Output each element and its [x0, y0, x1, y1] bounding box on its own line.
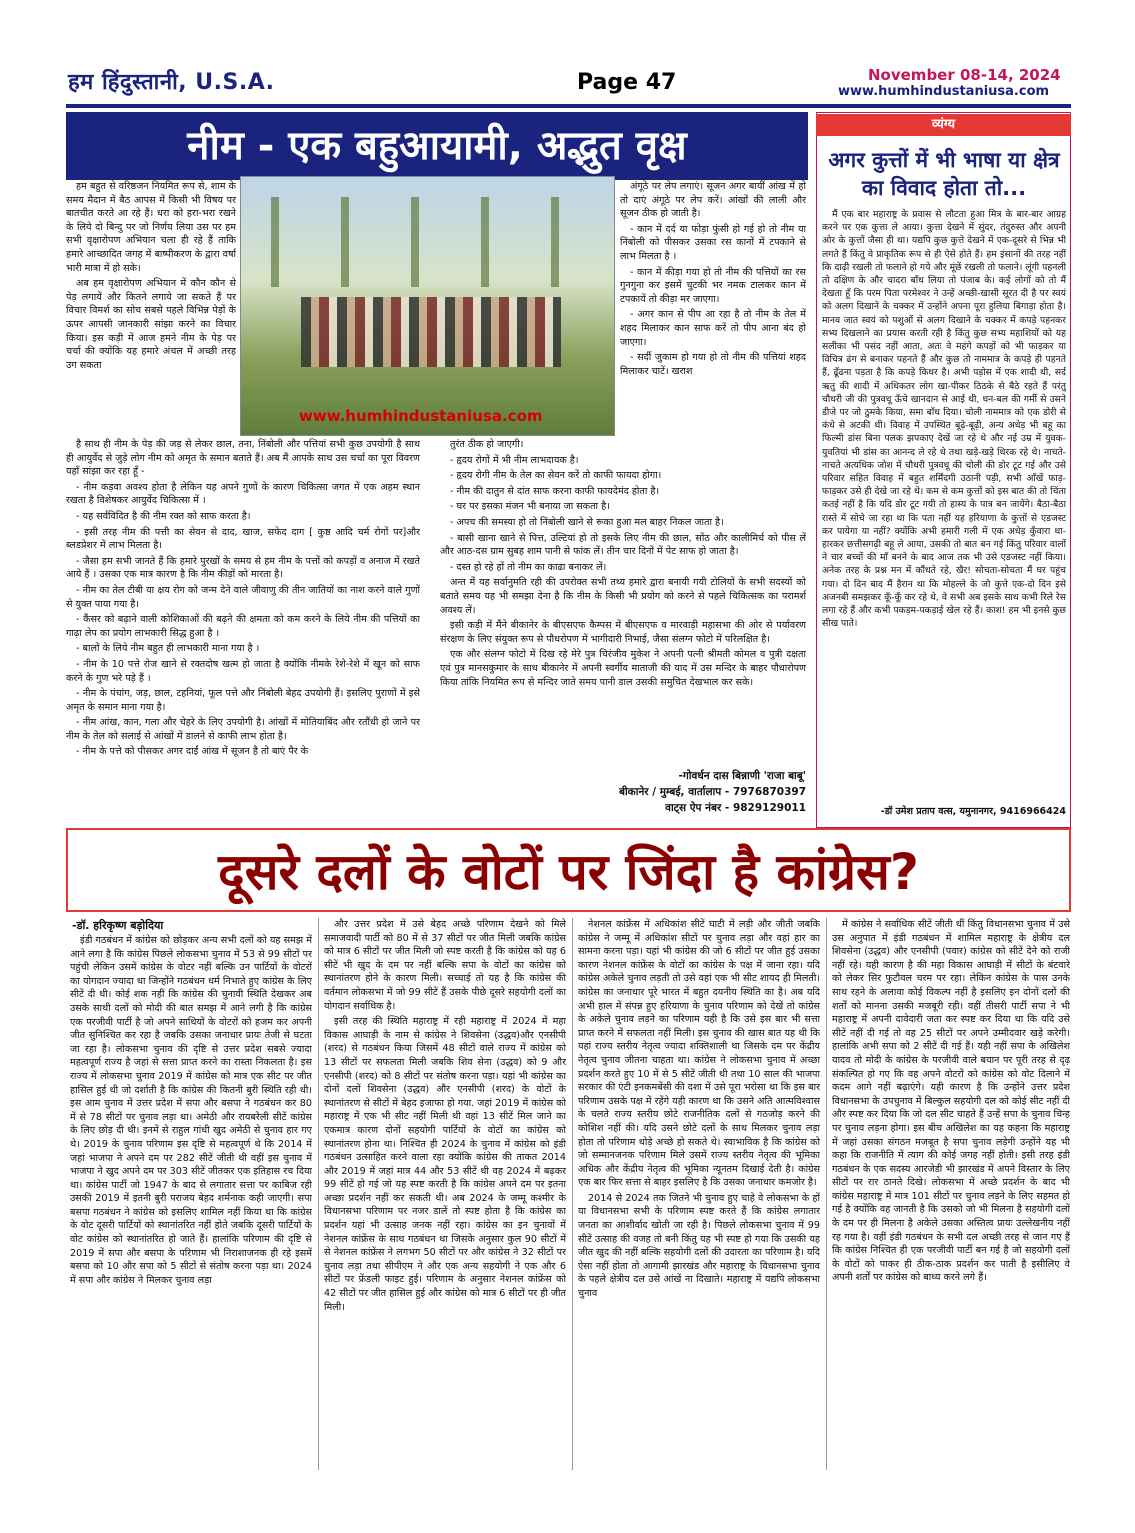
author-name: -गोवर्धन दास बिन्नाणी 'राजा बाबू': [678, 770, 806, 782]
article1-photo: [240, 176, 615, 436]
paragraph: - यह सर्वविदित है की नीम रक्त को साफ करता है।: [76, 510, 251, 522]
paragraph: इसी तरह की स्थिति महाराष्ट्र में रही महाराष्ट्र में 2024 में महा विकास आघाड़ी के नाम से कांग्रेस ने शिवसेना (उद्धव)और एनसीपी (शरद) से गठबंधन किया जिसमें 48 सीटों वाले राज्य में कांग्रेस को 13 सीटों पर सफलता मिली जबकि शिव सेना (उद्धव) को 9 और एनसीपी (शरद) को 8 सीटों पर संतोष करना पड़ा। यहां भी कांग्रेस का दोनों दलों शिवसेना (उद्धव) और एनसीपी (शरद) के वोटों के स्थानांतरण से सीटों में बेहद इजाफा हो गया. जहां 2019 में कांग्रेस को महाराष्ट्र में एक भी सीट नहीं मिली थी वहां 13 सीटें मिल जाने का एकमात्र कारण दोनों सहयोगी पार्टियों के वोटों का कांग्रेस को स्थानांतरण होना था। निश्चित ही 2024 के चुनाव में कांग्रेस को इंडी गठबंधन उत्साहित करने वाला रहा क्योंकि कांग्रेस की ताकत 2014 और 2019 में जहां मात्र 44 और 53 सीटें थी वह 2024 में बढ़कर 99 सीटें हो गई जो यह स्पष्ट करती है कि कांग्रेस अपने दम पर इतना अच्छा प्रदर्शन नहीं कर सकती थी। अब 2024 के जम्मू कश्मीर के विधानसभा परिणाम पर नजर डालें तो स्पष्ट होता है कि कांग्रेस का प्रदर्शन यहां भी उत्साह जनक नहीं रहा। कांग्रेस का इन चुनावों में नेशनल कांफ्रेंस के साथ गठबंधन था जिसके अनुसार कुल 90 सीटों में से नेशनल कांफ्रेंस ने लगभग 50 सीटों पर और कांग्रेस ने 32 सीटों पर चुनाव लड़ा तथा सीपीएम ने और एक अन्य सहयोगी ने एक और 6 सीटों पर फ्रेंडली फाइट हुई। परिणाम के अनुसार नेशनल कांफ्रेंस को 42 सीटों पर जीत हासिल हुई और कांग्रेस को मात्र 6 सीटों पर ही जीत मिली।: [324, 1016, 566, 1313]
article2-col2: [324, 918, 566, 1470]
article1-col1-top: [66, 180, 236, 436]
paragraph: इंडी गठबंधन में कांग्रेस को छोड़कर अन्य सभी दलों को यह समझ में आने लगा है कि कांग्रेस पिछले लोकसभा चुनाव में 53 से 99 सीटों पर पहुंची लेकिन उसमें कांग्रेस के वोटर नहीं बल्कि उन पार्टियों के वोटरों का योगदान ज्यादा था जिन्होंने गठबंधन धर्म निभाते हुए कांग्रेस के लिए सीटें दी थी। कोई शक नहीं कि कांग्रेस की चुनावी स्थिति देखकर अब उसके साथी दलों को मोदी की बात समझ में आने लगी है कि कांग्रेस एक परजीवी पार्टी है जो अपने साथियों के वोटरों को हजम कर अपनी जीत सुनिश्चित कर रहा है जबकि उसका जनाधार प्रायः तेजी से घटता जा रहा है। लोकसभा चुनाव की दृष्टि से उत्तर प्रदेश सबसे ज्यादा महत्वपूर्ण राज्य है जहां से सत्ता प्राप्त करने का रास्ता निकलता है। इस राज्य में लोकसभा चुनाव 2019 में कांग्रेस को मात्र एक सीट पर जीत हासिल हुई थी जो दर्शाती है कि कांग्रेस की कितनी बुरी स्थिति रही थी। इस आम चुनाव में उत्तर प्रदेश में सपा और बसपा ने गठबंधन कर 80 में से 78 सीटों पर चुनाव लड़ा था। अमेठी और रायबरेली सीटें कांग्रेस के लिए छोड़ दी थी। इनमें से राहुल गांधी खुद अमेठी से चुनाव हार गए थे। 2019 के चुनाव परिणाम इस दृष्टि से महत्वपूर्ण थे कि 2014 में जहां भाजपा ने अपने दम पर 282 सीटें जीती थी वहीं इस चुनाव में भाजपा ने खुद अपने दम पर 303 सीटें जीतकर एक इतिहास रच दिया था। कांग्रेस पार्टी जो 1947 के बाद से लगातार सत्ता पर काबिज रही उसकी 2019 में इतनी बुरी पराजय बेहद शर्मनाक कही जाएगी। सपा बसपा गठबंधन ने कांग्रेस को इसलिए शामिल नहीं किया था कि कांग्रेस के वोट दूसरी पार्टियों को स्थानांतरित नहीं होते जबकि दूसरी पार्टियों के वोट कांग्रेस को स्थानांतरित हो जाते हैं। हालांकि परिणाम की दृष्टि से 2019 में सपा और बसपा के परिणाम भी निराशाजनक ही रहे इसमें बसपा को 10 और सपा को 5 सीटों से संतोष करना पड़ा था। 2024 में सपा और कांग्रेस ने मिलकर चुनाव लड़ा: [70, 935, 312, 1286]
paragraph: नेशनल कांफ्रेंस में अधिकांश सीटें घाटी में लड़ी और जीती जबकि कांग्रेस ने जम्मू में अधिकांश सीटों पर चुनाव लड़ा और वहां हार का सामना करना पड़ा। यहां भी कांग्रेस की जो 6 सीटों पर जीत हुई उसका कारण नेशनल कांफ्रेंस के वोटों का कांग्रेस के पक्ष में जाना रहा। यदि कांग्रेस अकेले चुनाव लड़ती तो उसे वहां एक भी सीट शायद ही मिलती। कांग्रेस का जनाधार पूरे भारत में बहुत दयनीय स्थिति का है। अब यदि अभी हाल में संपन्न हुए हरियाणा के चुनाव परिणाम को देखें तो कांग्रेस के अकेले चुनाव लड़ने का परिणाम यही है कि उसे इस बार भी सत्ता प्राप्त करने में सफलता नहीं मिली। इस चुनाव की खास बात यह थी कि यहां राज्य स्तरीय नेतृत्व ज्यादा शक्तिशाली था जिसके दम पर केंद्रीय नेतृत्व चुनाव जीतना चाहता था। कांग्रेस ने लोकसभा चुनाव में अच्छा प्रदर्शन करते हुए 10 में से 5 सीटें जीती थी तथा 10 साल की भाजपा सरकार की एंटी इनकमबेंसी की दशा में उसे पूरा भरोसा था कि इस बार परिणाम उसके पक्ष में रहेंगे यही कारण था कि उसने अति आत्मविश्वास के चलते राज्य स्तरीय छोटे राजनीतिक दलों से गठजोड़ करने की कोशिश नहीं की। यदि उसने छोटे दलों के साथ मिलकर चुनाव लड़ा होता तो परिणाम थोड़े अच्छे हो सकते थे। स्वाभाविक है कि कांग्रेस को जो सम्मानजनक परिणाम मिले उसमें राज्य स्तरीय नेतृत्व की भूमिका अधिक और केंद्रीय नेतृत्व की भूमिका न्यूनतम दिखाई देती है। कांग्रेस एक बार फिर सत्ता से बाहर इसलिए है कि उसका जनाधार कमजोर है।: [578, 919, 820, 1189]
article1-byline: [440, 768, 806, 816]
paragraph: - बासी खाना खाने से पित्त, उल्टियां हो तो इसके लिए नीम की छाल, सोंठ और कालीमिर्च को पीस लें और आठ-दस ग्राम सुबह शाम पानी से फांक लें। तीन चार दिनों में पेट साफ हो जाता है।: [440, 532, 806, 558]
article1-headline: नीम - एक बहुआयामी, अद्भुत वृक्ष: [66, 112, 808, 180]
satire-body: [822, 208, 1066, 802]
masthead-logo: हम हिंदुस्तानी, U.S.A.: [68, 70, 275, 95]
paragraph: तुरंत ठीक हो जाएगी।: [450, 439, 524, 450]
paragraph: 2014 से 2024 तक जितने भी चुनाव हुए चाहे वे लोकसभा के हों या विधानसभा सभी के परिणाम स्पष्ट करते हैं कि कांग्रेस लगातार जनता का आशीर्वाद खोती जा रही है। पिछले लोकसभा चुनाव में 99 सीटें उत्साह की वजह तो बनी किंतु यह भी स्पष्ट हो गया कि उसकी यह जीत खुद की नहीं बल्कि सहयोगी दलों की उदारता का परिणाम है। यदि ऐसा नहीं होता तो आगामी झारखंड और महाराष्ट्र के विधानसभा चुनाव के पहले क्षेत्रीय दल उसे आंखें ना दिखाते। महाराष्ट्र में यद्यपि लोकसभा चुनाव: [578, 1192, 820, 1300]
paragraph: - हृदय रोगों में भी नीम लाभदायक है।: [450, 454, 579, 466]
column-divider: [318, 918, 319, 1470]
author-contact: बीकानेर / मुम्बई, वार्तालाप - 7976870397: [618, 786, 806, 798]
paragraph: - हृदय रोगी नीम के तेल का सेवन करें तो काफी फायदा होगा।: [450, 470, 662, 482]
paragraph: - इसी तरह नीम की पत्ती का सेवन से दाद, खाज, सफेद दाग [ कुष्ठ आदि चर्म रोगों पर]और ब्लडप्रेशर में लाभ मिलता है।: [66, 526, 420, 552]
paragraph: - नीम के 10 पत्ते रोज खाने से रक्तदोष खत्म हो जाता है क्योंकि नीमके रेशे-रेशे में खून को साफ करने के गुण भरे पड़े हैं ।: [66, 658, 420, 684]
photo-watermark: www.humhindustaniusa.com: [299, 407, 543, 425]
page-number: Page 47: [577, 70, 677, 95]
article1-col2-bottom: [440, 438, 806, 766]
paragraph: - नीम का तेल टीबी या क्षय रोग को जन्म देने वाले जीवाणु की तीन जातियों का नाश करने वाले गुणों से युक्त पाया गया है।: [66, 584, 420, 610]
paragraph: - नीम की दातुन से दांत साफ करना काफी फायदेमंद होता है।: [450, 485, 660, 497]
paragraph: इसी कड़ी में मैंने बीकानेर के बीएसएफ कैम्पस में बीएसएफ व मारवाड़ी महासभा की ओर से पर्यावरण संरक्षण के लिए संयुक्त रूप से पौधरोपण में भागीदारी निभाई, जैसा संलग्न फोटो में परिलक्षित है।: [440, 620, 806, 645]
paragraph: - कान में कीड़ा गया हो तो नीम की पत्तियों का रस गुनगुना कर इसमें चुटकी भर नमक टालकर कान में टपकायें तो कीड़ा मर जाएगा।: [620, 266, 806, 305]
article2-col4: [832, 918, 1070, 1470]
masthead-rule: [66, 104, 1071, 108]
paragraph: अब हम वृक्षारोपण अभियान में कौन कौन से पेड़ लगायें और कितने लगाये जा सकते हैं पर विचार विमर्श का सोच सबसे पहले विभिन्न पेड़ों के ऊपर आपसी जानकारी सांझा करने का विचार किया। इस कड़ी में आज हमने नीम के पेड़ पर चर्चा की क्योंकि यह हमारे अंचल में अच्छी तरह उग सकता: [66, 278, 236, 371]
article2-col1: [70, 934, 312, 1470]
issue-date: November 08-14, 2024: [868, 66, 1061, 84]
paragraph: एक और संलग्न फोटो में दिख रहे मेरे पुत्र चिरंजीव मुकेश ने अपनी पत्नी श्रीमती कोमल व पुत्री दक्षता एवं पुत्र मानसकुमार के साथ बीकानेर में अपनी स्वर्गीय माताजी की याद में उस मन्दिर के बाहर पौधारोपण किया तांकि नियमित रूप से मन्दिर जाते समय पानी डाल उसकी समुचित देखभाल कर सके।: [440, 649, 806, 688]
article1-col1-bottom: [66, 438, 420, 822]
column-divider: [572, 918, 573, 1470]
paragraph: - नीम आंख, कान, गला और चेहरे के लिए उपयोगी है। आंखों में मोतियाबिंद और रतौंधी हो जाने पर नीम के तेल को सलाई से आंखों में डालने से काफी लाभ होता है।: [66, 717, 420, 742]
paragraph: - अगर कान से पीप आ रहा है तो नीम के तेल में शहद मिलाकर कान साफ करें तो पीप आना बंद हो जाएगा।: [620, 309, 806, 348]
article1-col2-top: [620, 180, 806, 436]
paragraph: - घर पर इसका मंजन भी बनाया जा सकता है।: [450, 501, 610, 513]
paragraph: अंगूठे पर लेप लगाएं। सूजन अगर बायीं आंख में हो तो दाएं अंगूठे पर लेप करें। आंखों की लाली और सूजन ठीक हो जाती है।: [620, 181, 806, 220]
paragraph: - जैसा हम सभी जानते हैं कि हमारे पुरखों के समय से हम नीम के पत्तों को कपड़ों व अनाज में रखते आये हैं । उसका एक मात्र कारण है कि नीम कीड़ों को मारता है।: [66, 555, 420, 581]
column-divider: [826, 918, 827, 1470]
photo-people: [301, 297, 561, 367]
paragraph: - नीम के पंचांग, जड़, छाल, टहनियां, फूल पत्ते और निंबोली बेहद उपयोगी हैं। इसलिए पुराणों में इसे अमृत के समान माना गया है।: [66, 688, 420, 713]
paragraph: है साथ ही नीम के पेड़ की जड़ से लेकर छाल, तना, निंबोली और पत्तियां सभी कुछ उपयोगी है साथ ही आयुर्वेद से जुड़े लोग नीम को अमृत के समान बताते हैं। अब मैं आपके साथ उस चर्चा का पूरा विवरण यहाँ सांझा कर रहा हूँ -: [66, 439, 420, 478]
photo-trees: [241, 197, 614, 287]
article2-headline: दूसरे दलों के वोटों पर जिंदा है कांग्रेस?: [66, 828, 1071, 912]
paragraph: - बालों के लिये नीम बहुत ही लाभकारी माना गया है ।: [76, 643, 260, 655]
site-url[interactable]: www.humhindustaniusa.com: [838, 84, 1050, 99]
paragraph: अन्त में यह सर्वानुमति रही की उपरोक्त सभी तथ्य हमारे द्वारा बनायी गयी टोलियों के सभी सदस्यों को बताते समय यह भी समझा देना है कि नीम के किसी भी प्रयोग को करने से पहले चिकित्सक का परामर्श अवश्य लें।: [440, 577, 806, 616]
article2-author: -डॉ. हरिकृष्ण बड़ोदिया: [72, 919, 164, 932]
paragraph: हम बहुत से वरिष्ठजन नियमित रूप से, शाम के समय मैदान में बैठ आपस में किसी भी विषय पर बातचीत करते आ रहे हैं। धरा को हरा-भरा रखने के लिये दो बिन्दु पर जो निर्णय लिया उस पर हम सभी वृक्षारोपण अभियान चला ही रहे हैं ताकि हमारे आच्छादित जगह में बाष्पीकरण के द्वारा वर्षा भारी मात्रा में हो सके।: [66, 181, 236, 274]
satire-tag: व्यंग्य: [816, 114, 1071, 136]
paragraph: - अपच की समस्या हो तो निंबोली खाने से रूका हुआ मल बाहर निकल जाता है।: [450, 516, 724, 528]
paragraph: - कान में दर्द या फोड़ा फुंसी हो गई हो तो नीम या निंबोली को पीसकर उसका रस कानों में टपकाने से लाभ मिलता है ।: [620, 223, 806, 262]
paragraph: - नीम के पत्ते को पीसकर अगर दाईं आंख में सूजन है तो बाएं पैर के: [76, 746, 309, 758]
paragraph: और उत्तर प्रदेश में उसे बेहद अच्छे परिणाम देखने को मिले समाजवादी पार्टी को 80 में से 37 सीटों पर जीत मिली जबकि कांग्रेस को मात्र 6 सीटों पर जीत मिली जो स्पष्ट करती है कि कांग्रेस को यह 6 सीटें भी खुद के दम पर नहीं बल्कि सपा के वोटों का कांग्रेस को स्थानांतरण होने के कारण मिली। सच्चाई तो यह है कि कांग्रेस की वर्तमान लोकसभा में जो 99 सीटें हैं उसके पीछे दूसरे सहयोगी दलों का योगदान सर्वाधिक है।: [324, 919, 566, 1012]
satire-byline: -डॉ उमेश प्रताप वत्स, यमुनानगर, 9416966424: [880, 806, 1066, 817]
paragraph: - दस्त हो रहे हों तो नीम का काढा बनाकर लें।: [450, 561, 607, 573]
paragraph: में कांग्रेस ने सर्वाधिक सीटें जीती थीं किंतु विधानसभा चुनाव में उसे उस अनुपात में इंडी गठबंधन में शामिल महाराष्ट्र के क्षेत्रीय दल शिवसेना (उद्धव) और एनसीपी (पवार) कांग्रेस को सीटें देने को राजी नहीं रहे। यही कारण है की महा विकास आघाड़ी में सीटों के बंटवारे को लेकर सिर फुटौवल चरम पर रहा। लेकिन कांग्रेस के पास उनके साथ रहने के अलावा कोई विकल्प नहीं है इसलिए इन दोनों दलों की शर्तों को मानना उसकी मजबूरी रही। वहीं तीसरी पार्टी सपा ने भी महाराष्ट्र में अपनी दावेदारी जता कर स्पष्ट कर दिया था कि यदि उसे सीटें नहीं दी गई तो वह 25 सीटों पर अपने उम्मीदवार खड़े करेगी। हालांकि अभी सपा को 2 सीटें दी गई हैं। यही नहीं सपा के अखिलेश यादव तो मोदी के कांग्रेस के परजीवी वाले बयान पर पूरी तरह से दृढ़ संकल्पित हो गए कि वह अपने वोटरों को कांग्रेस को वोट दिलाने में कदम आगे नहीं बढ़ाएंगे। यही कारण है कि उन्होंने उत्तर प्रदेश विधानसभा के उपचुनाव में बिल्कुल सहयोगी दल को कोई सीट नहीं दी और स्पष्ट कर दिया कि जो दल सीट चाहते हैं उन्हें सपा के चुनाव चिन्ह पर चुनाव लड़ना होगा। इस बीच अखिलेश का यह कहना कि महाराष्ट्र में जहां उसका संगठन मजबूत है सपा चुनाव लड़ेगी उन्होंने यह भी कहा कि राजनीति में त्याग की कोई जगह नहीं होती। इसी तरह इंडी गठबंधन के एक सदस्य आरजेडी भी झारखंड में अपने विस्तार के लिए सीटों पर रार ठानते दिखे। लोकसभा में अच्छे प्रदर्शन के बाद भी कांग्रेस महाराष्ट्र में मात्र 101 सीटों पर चुनाव लड़ने के लिए सहमत हो गई है क्योंकि वह जानती है कि उसको जो भी मिलना है सहयोगी दलों के दम पर ही मिलना है अकेले उसका अस्तित्व प्रायः उल्लेखनीय नहीं रह गया है। वहीं इंडी गठबंधन के सभी दल अच्छी तरह से जान गए हैं कि कांग्रेस निश्चित ही एक परजीवी पार्टी बन गई है जो सहयोगी दलों के वोटों को पाकर ही ठीक-ठाक प्रदर्शन कर पाती है इसीलिए वे अपनी शर्तों पर कांग्रेस को बाध्य करने लगे हैं।: [832, 919, 1070, 1284]
paragraph: - नीम कड़वा अवश्य होता है लेकिन यह अपने गुणों के कारण चिकित्सा जगत में एक अहम स्थान रखता है विशेषकर आयुर्वेद चिकित्सा में ।: [66, 481, 420, 507]
satire-headline: अगर कुत्तों में भी भाषा या क्षेत्र का विवाद होता तो...: [828, 148, 1060, 200]
paragraph: - सर्दी जुकाम हो गया हो तो नीम की पत्तियां शहद मिलाकर चाटें। खराश: [620, 352, 806, 377]
author-whatsapp: वाट्स ऐप नंबर - 9829129011: [665, 802, 806, 814]
article2-col3: [578, 918, 820, 1470]
paragraph: - कैंसर को बढ़ाने वाली कोशिकाओं की बढ़ने की क्षमता को कम करने के लिये नीम की पत्तियों का गाढ़ा लेप का प्रयोग लाभकारी सिद्ध हुआ है ।: [66, 614, 420, 639]
paragraph: मैं एक बार महाराष्ट्र के प्रवास से लौटता हुआ मित्र के बार-बार आग्रह करने पर एक कुत्ता ले आया। कुत्ता देखने में सुंदर, तंदुरुस्त और अपनी ओर के कुत्तों जैसा ही था। यद्यपि कुछ कुत्ते देखने में एक-दूसरे से भिन्न भी लगते हैं किंतु वे प्राकृतिक रूप से ही ऐसे होते हैं। हम इंसानों की तरह नहीं कि दाढ़ी रखली तो फलाने हो गये और मूंछें रखली तो फलाने। लूंगी पहनली तो दक्षिण के और चादरा बाँध लिया तो पंजाब के। कई लोगों को तो मैं देखता हूँ कि परम पिता परमेश्वर ने उन्हें अच्छी-खासी सूरत दी है पर स्वयं को अलग दिखाने के चक्कर में उन्होंने अपना पूरा हुलिया बिगाड़ा होता है। मानव जात स्वयं को पशुओं से अलग दिखाने के चक्कर में कपड़े पहनकर सभ्य दिखलाने का प्रयास करती रही है किंतु कुछ सभ्य महाशियों को यह सलीका भी पसंद नहीं आता, अतः वे महंगे कपड़ों को भी फाड़कर या विचित्र ढंग से बनाकर पहनते हैं और कुछ तो नाममात्र के कपड़े ही पहनते हैं, ढूँढना पड़ता है कि कपड़े किधर है। अभी पड़ोस में एक शादी थी, सर्द ऋतु की शादी में अधिकतर लोग खा-पीकर ठिठके से बैठे रहते हैं परंतु चौधरी जी की पुत्रवधू ऊँचे खानदान से आई थी, धन-बल की गर्मी से उसने डीजे पर जो ठुमके किया, समा बाँध दिया। चोली नाममात्र को एक डोरी से कंधे से अटकी थी। विवाह में उपस्थित बूढ़े-बूढ़ी, अन्य अधेड़ भी बहू का फिल्मी डांस बिना पलक झपकाए देखें जा रहे थे और नई उम्र में युवक-युवतियां भी डांस का आनन्द ले रहे थे तथा खड़े-खड़े थिरक रहे थे। नाचते-नाचते अत्यधिक जोश में चौधरी पुत्रवधू की चोली की डोर टूट गई और उसे परिवार सहित विवाह में बहुत शर्मिंदगी उठानी पड़ी, सभी आँखें फाड़-फाड़कर उसे ही देखे जा रहे थे। कम से कम कुत्तों को इस बात की तो चिंता कतई नहीं है कि यदि डोर टूट गयी तो हास्य के पात्र बन जायेंगे। बैठा-बैठा रास्ते में सोचे जा रहा था कि पता नहीं यह हरियाणा के कुत्तों से एडजस्ट कर पायेगा या नहीं? क्योंकि अभी हमारी गली में एक अधेड़ कुँवारा था-हारकर छत्तीसगढ़ी बहू ले आया, उसकी तो बात बन गई किंतु परिवार वालों ने चार बच्चों की माँ बनने के बाद आज तक भी उसे एडजस्ट नहीं किया। अनेक तरह के प्रश्न मन में कौंधते रहे, खैर! सोचता-सोचता मैं घर पहुंच गया। दो दिन बाद मैं हैरान था कि मोहल्ले के जो कुत्ते एक-दो दिन इसे अजनबी समझकर कूँ-कूँ कर रहे थे, वे सभी अब इसके साथ कभी रिले रेस लगा रहे हैं और कभी पकड़म-पकड़ाई खेल रहे हैं। काश! हम भी इनसे कुछ सीख पाते।: [822, 209, 1066, 630]
